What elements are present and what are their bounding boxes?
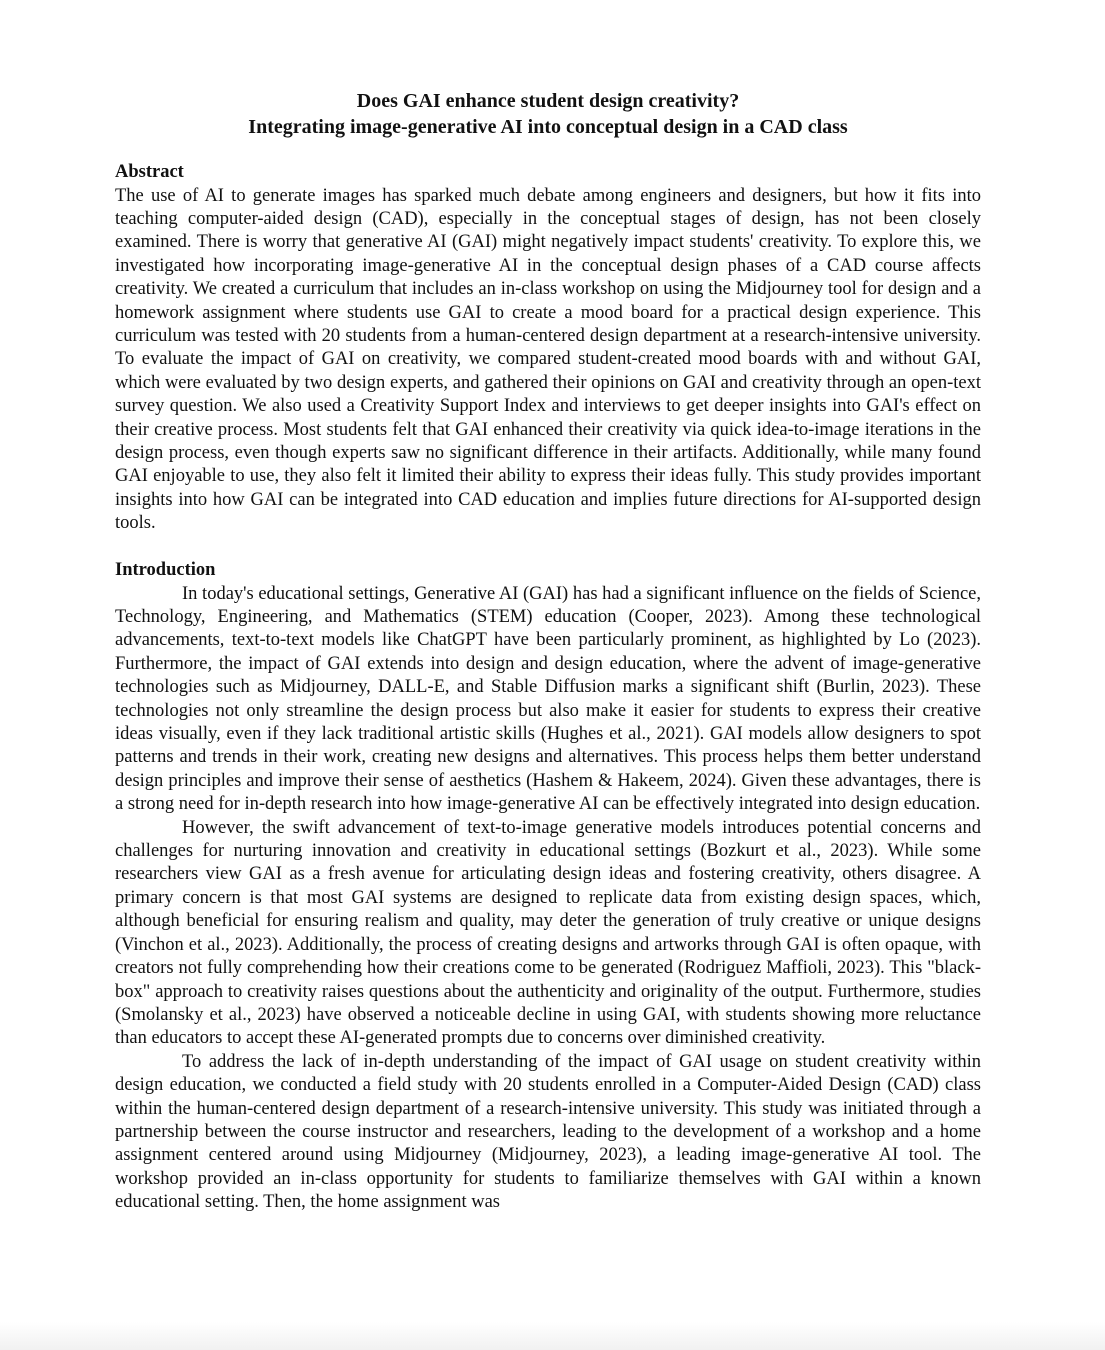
abstract-heading: Abstract — [115, 162, 184, 182]
abstract-section — [115, 161, 981, 536]
introduction-paragraph-3: To address the lack of in-depth understanding of the impact of GAI usage on student creativity within design education, we conducted a field study with 20 students enrolled in a Computer-Aided Design (CAD) class within the human-centered design department of a research-intensive university. This study was initiated through a partnership between the course instructor and researchers, leading to the development of a workshop and a home assignment centered around using Midjourney (Midjourney, 2023), a leading image-generative AI tool. The workshop provided an in-class opportunity for students to familiarize themselves with GAI within a known educational setting. Then, the home assignment was — [115, 1051, 981, 1213]
paper-title-line-1: Does GAI enhance student design creativity? — [356, 90, 740, 112]
paper-title — [115, 88, 981, 140]
introduction-section — [115, 559, 981, 1214]
introduction-paragraph-1: In today's educational settings, Generative AI (GAI) has had a significant influence on the fields of Science, Technology, Engineering, and Mathematics (STEM) education (Cooper, 2023). Among these technological advancements, text-to-text models like ChatGPT have been particularly prominent, as highlighted by Lo (2023). Furthermore, the impact of GAI extends into design and design education, where the advent of image-generative technologies such as Midjourney, DALL-E, and Stable Diffusion marks a significant shift (Burlin, 2023). These technologies not only streamline the design process but also make it easier for students to express their creative ideas visually, even if they lack traditional artistic skills (Hughes et al., 2021). GAI models allow designers to spot patterns and trends in their work, creating new designs and alternatives. This process helps them better understand design principles and improve their sense of aesthetics (Hashem & Hakeem, 2024). Given these advantages, there is a strong need for in-depth research into how image-generative AI can be effectively integrated into design education. — [115, 583, 981, 815]
paper-title-line-2: Integrating image-generative AI into conceptual design in a CAD class — [248, 116, 848, 138]
introduction-paragraph-2: However, the swift advancement of text-to-image generative models introduces potential concerns and challenges for nurturing innovation and creativity in educational settings (Bozkurt et al., 2023). While some researchers view GAI as a fresh avenue for articulating design ideas and fostering creativity, others disagree. A primary concern is that most GAI systems are designed to replicate data from existing design spaces, which, although beneficial for ensuring realism and quality, may deter the generation of truly creative or unique designs (Vinchon et al., 2023). Additionally, the process of creating designs and artworks through GAI is often opaque, with creators not fully comprehending how their creations come to be generated (Rodriguez Maffioli, 2023). This "black-box" approach to creativity raises questions about the authenticity and originality of the output. Furthermore, studies (Smolansky et al., 2023) have observed a noticeable decline in using GAI, with students showing more reluctance than educators to accept these AI-generated prompts due to concerns over diminished creativity. — [115, 817, 981, 1049]
introduction-heading: Introduction — [115, 560, 216, 581]
abstract-text: The use of AI to generate images has sparked much debate among engineers and designers, but how it fits into teaching computer-aided design (CAD), especially in the conceptual stages of design, has not been closely examined. There is worry that generative AI (GAI) might negatively impact students' creativity. To explore this, we investigated how incorporating image-generative AI in the conceptual design phases of a CAD course affects creativity. We created a curriculum that includes an in-class workshop on using the Midjourney tool for design and a homework assignment where students use GAI to create a mood board for a practical design experience. This curriculum was tested with 20 students from a human-centered design department at a research-intensive university. To evaluate the impact of GAI on creativity, we compared student-created mood boards with and without GAI, which were evaluated by two design experts, and gathered their opinions on GAI and creativity through an open-text survey question. We also used a Creativity Support Index and interviews to get deeper insights into GAI's effect on their creative process. Most students felt that GAI enhanced their creativity via quick idea-to-image iterations in the design process, even though experts saw no significant difference in their artifacts. Additionally, while many found GAI enjoyable to use, they also felt it limited their ability to express their ideas fully. This study provides important insights into how GAI can be integrated into CAD education and implies future directions for AI-supported design tools. — [115, 185, 981, 534]
page-bottom-shadow — [0, 1322, 1105, 1350]
paper-content — [115, 88, 981, 1215]
